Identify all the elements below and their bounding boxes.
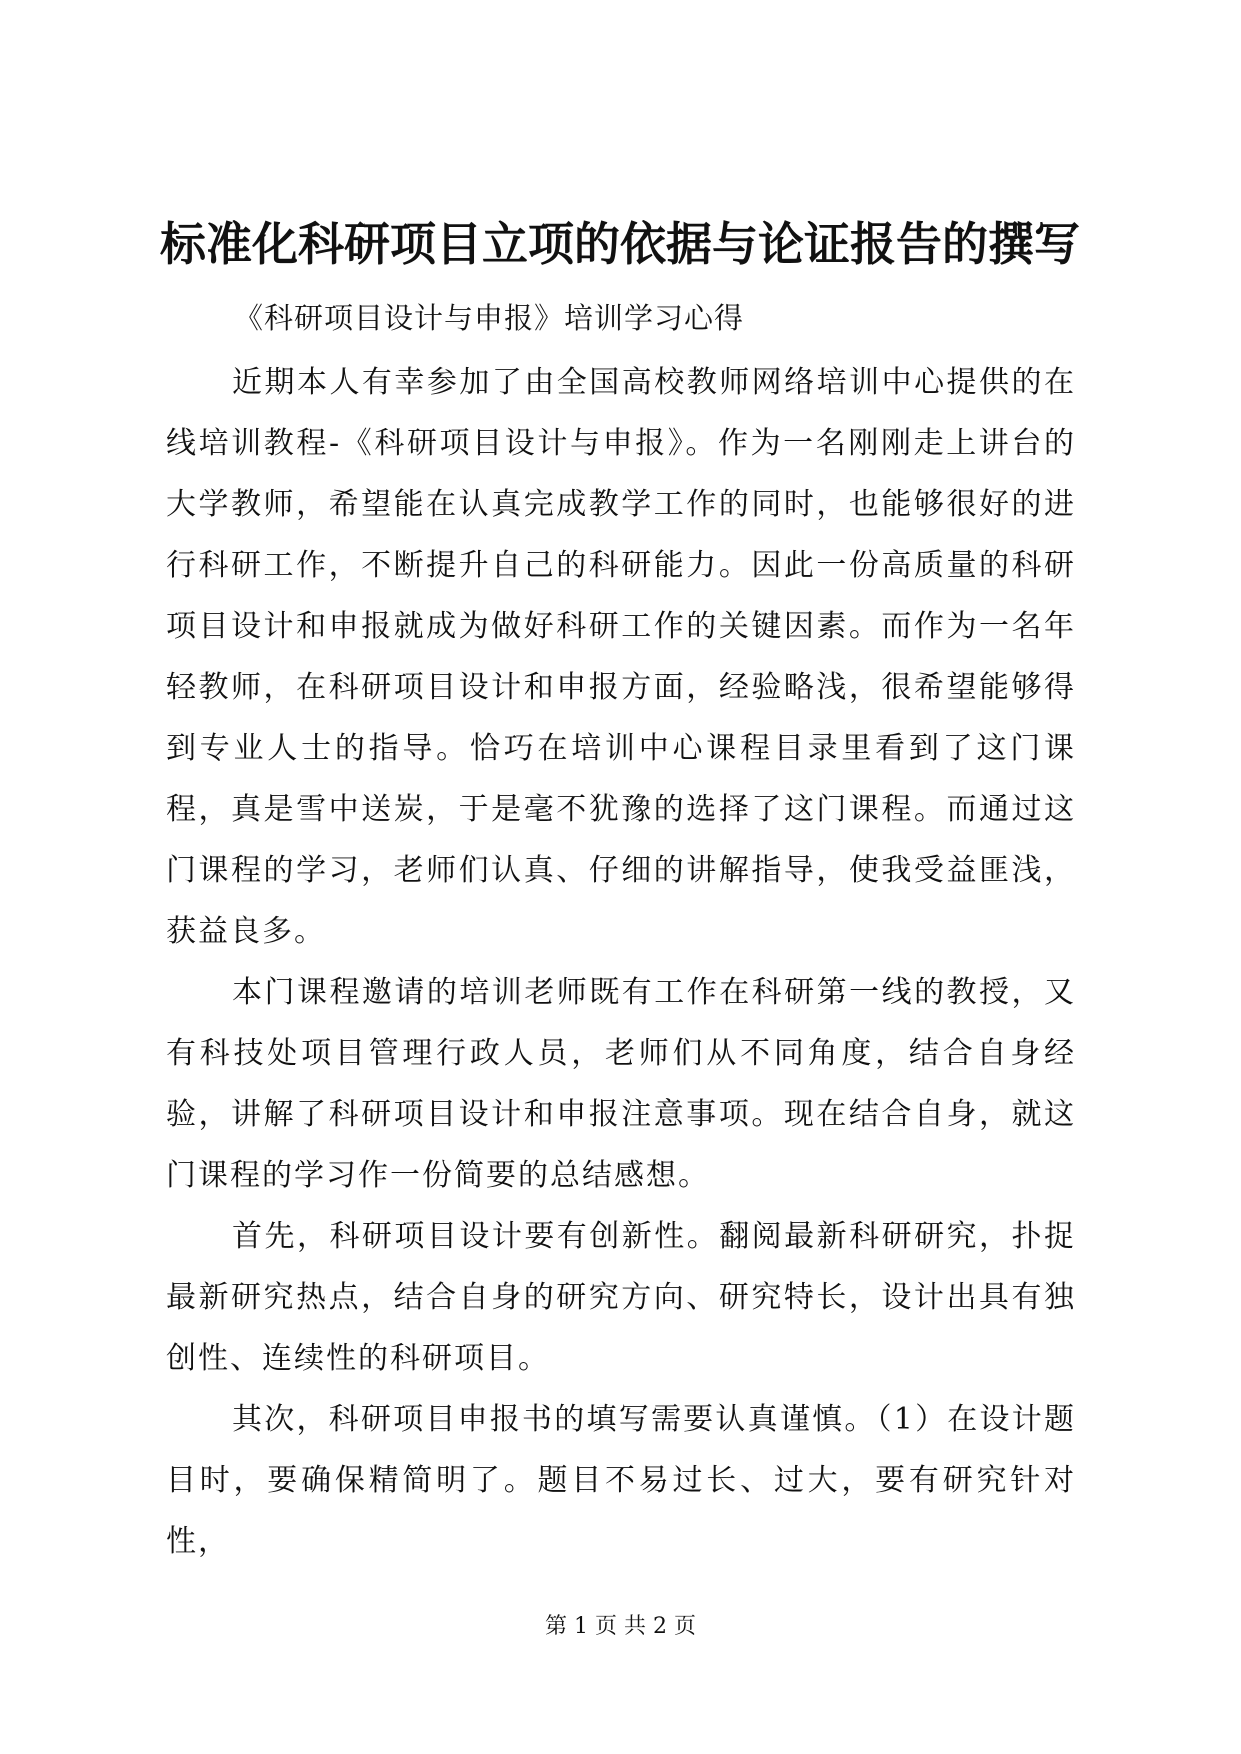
document-subtitle: 《科研项目设计与申报》培训学习心得 <box>234 301 745 335</box>
document-title: 标准化科研项目立项的依据与论证报告的撰写 <box>160 217 1080 271</box>
body-paragraph: 其次，科研项目申报书的填写需要认真谨慎。（1）在设计题目时，要确保精简明了。题目不易过长、过大，要有研究针对性， <box>166 1402 1076 1559</box>
document-body <box>166 352 1076 1572</box>
body-paragraph: 本门课程邀请的培训老师既有工作在科研第一线的教授，又有科技处项目管理行政人员，老师们从不同角度，结合自身经验，讲解了科研项目设计和申报注意事项。现在结合自身，就这门课程的学习作一份简要的总结感想。 <box>166 975 1076 1193</box>
body-paragraph: 首先，科研项目设计要有创新性。翻阅最新科研研究，扑捉最新研究热点，结合自身的研究方向、研究特长，设计出具有独创性、连续性的科研项目。 <box>166 1219 1076 1376</box>
page-number-footer: 第 1 页 共 2 页 <box>545 1614 696 1639</box>
body-paragraph: 近期本人有幸参加了由全国高校教师网络培训中心提供的在线培训教程-《科研项目设计与申报》。作为一名刚刚走上讲台的大学教师，希望能在认真完成教学工作的同时，也能够很好的进行科研工作，不断提升自己的科研能力。因此一份高质量的科研项目设计和申报就成为做好科研工作的关键因素。而作为一名年轻教师，在科研项目设计和申报方面，经验略浅，很希望能够得到专业人士的指导。恰巧在培训中心课程目录里看到了这门课程，真是雪中送炭，于是毫不犹豫的选择了这门课程。而通过这门课程的学习，老师们认真、仔细的讲解指导，使我受益匪浅，获益良多。 <box>166 365 1076 949</box>
